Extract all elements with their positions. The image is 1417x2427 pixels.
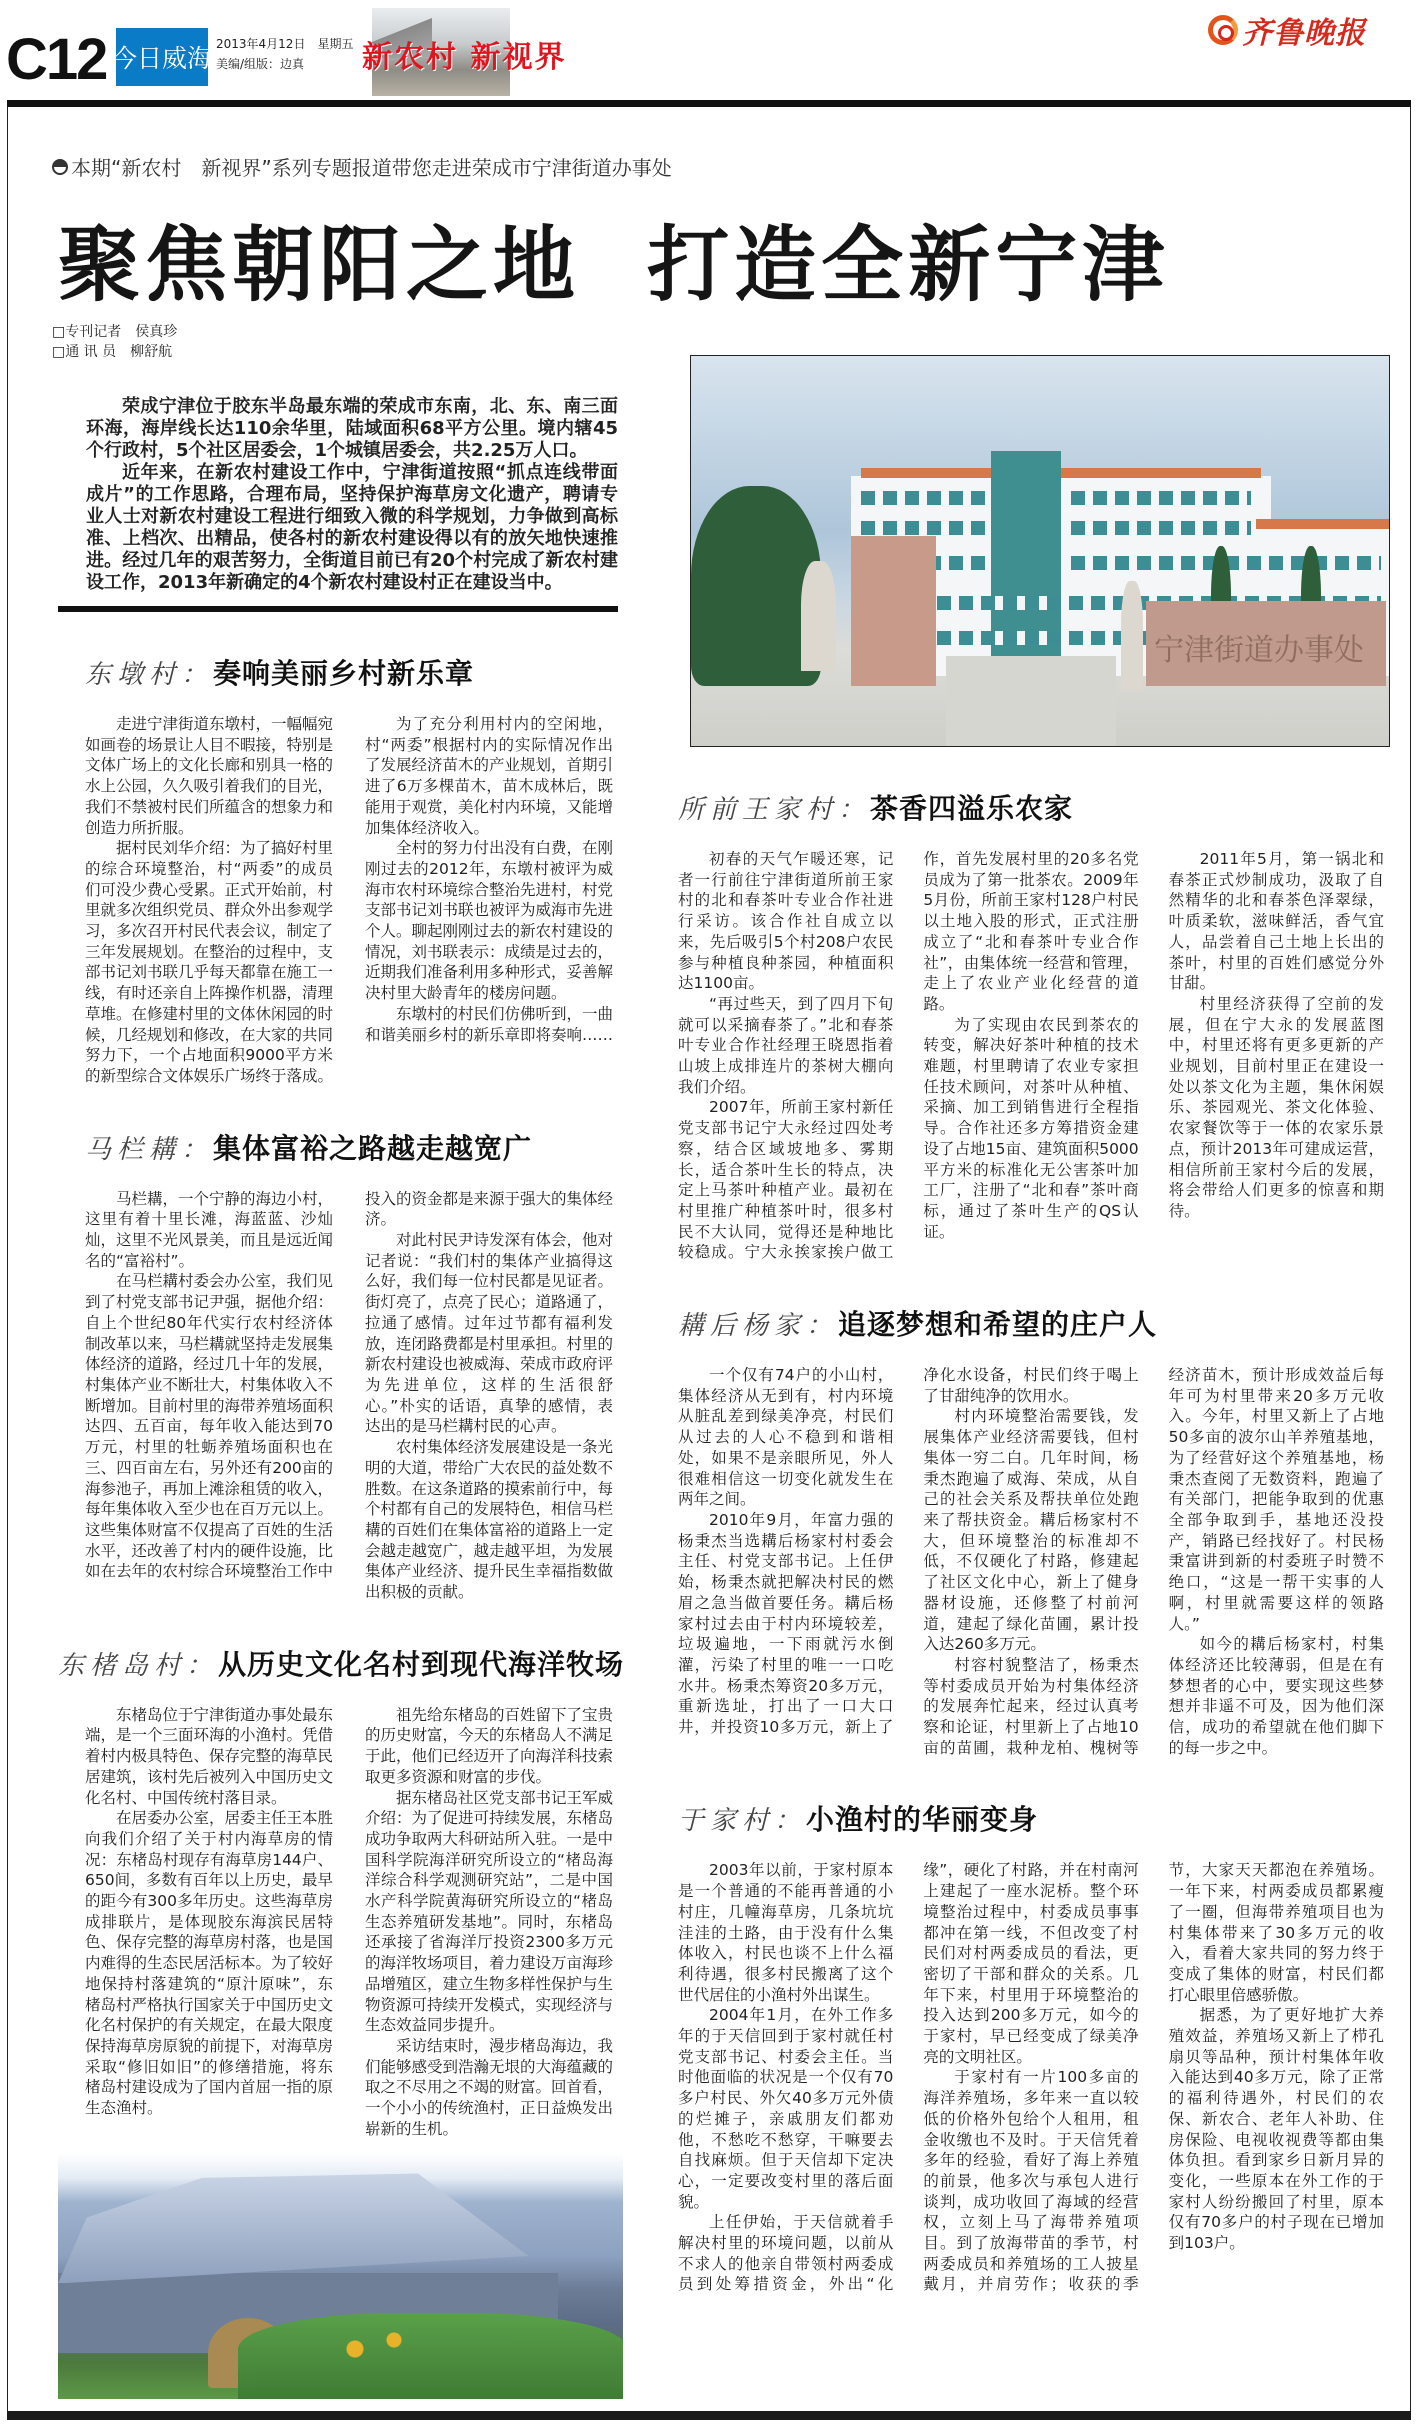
newspaper-logo [1208, 8, 1366, 52]
paragraph: 村内环境整治需要钱，发展集体产业经济需要钱，但村集体一穷二白。几年时间，杨秉杰跑遍了威海、荣成，从自己的社会关系及帮扶单位处跑来了帮扶资金。耩后杨家村不大，但环境整治的标准却不低，不仅硬化了村路，修建起了社区文化中心，新上了健身器材设施，还修整了村前河道，建起了绿化苗圃，累计投入达260多万元。 [923, 1407, 1139, 1654]
paragraph: 上任伊始，于天信就着手解决村里的环境问题，以前从不求人的他亲自带领村两委成员到处筹措资金，外出“化缘”，硬化了村路，并在村南河上建起了一座水泥桥。整个环境整治过程中，村委成员事事都冲在第一线，不但改变了村民们对村两委成员的看法，更密切了干部和群众的关系。几年下来，村里用于环境整治的投入达到200多万元，如今的于家村，早已经变成了绿美净亮的文明社区。 [678, 1861, 1139, 2294]
page-number: C12 [6, 27, 107, 92]
divider [58, 606, 618, 612]
paragraph: 为了充分利用村内的空闲地，村“两委”根据村内的实际情况作出了发展经济苗木的产业规划，首期引进了6万多棵苗木，苗木成林后，既能用于观赏，美化村内环境，又能增加集体经济收入。 [365, 715, 614, 837]
heading-title: 从历史文化名村到现代海洋牧场 [218, 1647, 625, 1681]
paragraph: “再过些天，到了四月下旬就可以采摘春茶了。”北和春茶叶专业合作社经理王晓恩指着山坡上成排连片的茶树大棚向我们介绍。 [678, 994, 894, 1096]
paragraph: 东墩村的村民们仿佛听到，一曲和谐美丽乡村的新乐章即将奏响…… [365, 1004, 614, 1044]
byline [52, 322, 177, 362]
kicker [52, 152, 672, 181]
article-heading-suoqian [678, 787, 1073, 827]
kicker-text: 本期“新农村 新视界”系列专题报道带您走进荣成市宁津街道办事处 [71, 156, 672, 180]
heading-title: 奏响美丽乡村新乐章 [213, 657, 475, 690]
article-heading-gouhou [678, 1303, 1157, 1343]
paragraph: 村容村貌整洁了，杨秉杰等村委成员开始为村集体经济的发展奔忙起来，经过认真考察和论证，村里新上了占地10亩的苗圃，栽种龙柏、槐树等经济苗木，预计形成效益后每年可为村里带来20多万元收入。今年，村里又新上了占地50多亩的波尔山羊养殖基地，为了经营好这个养殖基地，杨秉杰查阅了无数资料，跑遍了有关部门，把能争取到的优惠全部争取到手，基地还没投产，销路已经找好了。村民杨秉富讲到新的村委班子时赞不绝口，“这是一帮干实事的人啊，村里就需要这样的领路人。” [923, 1366, 1384, 1757]
section-label [112, 28, 213, 86]
paragraph: 在马栏耩村委会办公室，我们见到了村党支部书记尹强，据他介绍：自上个世纪80年代实行农村经济体制改革以来，马栏耩就坚持走发展集体经济的道路，经过几十年的发展，村集体产业不断壮大，村集体收入不断增加。目前村里的海带养殖场面积达四、五百亩，每年收入能达到70万元，村里的牡蛎养殖场面积也在三、四百亩左右，另外还有200亩的海参池子，再加上滩涂租赁的收入，每年集体收入至少也在百万元以上。这些集体财富不仅提高了百姓的生活水平，还改善了村内的硬件设施，比如在去年的农村综合环境整治工作中投入的资金都是来源于强大的集体经济。 [85, 1189, 614, 1581]
logo-text: 齐鲁晚报 [1242, 16, 1366, 51]
issue-date: 2013年4月12日 星期五 [216, 37, 354, 51]
article-heading-dongdun [85, 652, 474, 692]
article-body-dongdun [85, 714, 613, 1087]
left-column [58, 396, 625, 2399]
heading-title: 茶香四溢乐农家 [870, 792, 1074, 825]
page-title: 聚焦朝阳之地 打造全新宁津 [58, 218, 1170, 313]
office-sign [1146, 601, 1386, 686]
heading-village: 于家村： [678, 1806, 807, 1837]
paragraph: 一个仅有74户的小山村，集体经济从无到有，村内环境从脏乱差到绿美净亮，村民们从过去的人心不稳到和谐相处，如果不是亲眼所见，外人很难相信这一切变化就发生在两年之间。 [678, 1366, 894, 1509]
article-heading-dongchudao [58, 1643, 624, 1683]
paragraph: 2010年9月，年富力强的杨秉杰当选耩后杨家村村委会主任、村党支部书记。上任伊始，杨秉杰就把解决村民的燃眉之急当做首要任务。耩后杨家村过去由于村内环境较差，垃圾遍地，一下雨就污水倒灌，污染了村里的唯一一口吃水井。杨秉杰筹资20多万元，重新选址，打出了一口大口井，并投资10多万元，新上了净化水设备，村民们终于喝上了甘甜纯净的饮用水。 [678, 1366, 1139, 1737]
right-column [678, 355, 1390, 2295]
paragraph: 据东楮岛社区党支部书记王军威介绍：为了促进可持续发展，东楮岛成功争取两大科研站所入驻。一是中国科学院海洋研究所设立的“楮岛海洋综合科学观测研究站”，二是中国水产科学院黄海研究所设立的“楮岛生态养殖研发基地”。同时，东楮岛还承接了省海洋厅投资2300多万元的海洋牧场项目，着力建设万亩海珍品增殖区，建立生物多样性保护与生物资源可持续开发模式，实现经济与生态效益同步提升。 [365, 1788, 614, 2035]
heading-village: 所前王家村： [678, 795, 871, 825]
article-body-suoqian [678, 849, 1384, 1263]
logo-swirl-icon [1208, 15, 1238, 45]
heading-title: 集体富裕之路越走越宽广 [213, 1131, 533, 1165]
heading-title: 小渔村的华丽变身 [806, 1803, 1039, 1837]
paragraph: 马栏耩，一个宁静的海边小村，这里有着十里长滩，海蓝蓝、沙灿灿，这里不光风景美，而且是远近闻名的“富裕村”。 [85, 1189, 334, 1270]
paragraph: 采访结束时，漫步楮岛海边，我们能够感受到浩瀚无垠的大海蕴藏的取之不尽用之不竭的财富。回首看，一个小小的传统渔村，正日益焕发出崭新的生机。 [365, 2036, 614, 2138]
heading-title: 追逐梦想和希望的庄户人 [838, 1308, 1158, 1342]
half-circle-icon [52, 159, 68, 175]
paragraph: 2003年以前，于家村原本是一个普通的不能再普通的小村庄，几幢海草房，几条坑坑洼洼的土路，由于没有什么集体收入，村民也谈不上什么福利待遇，很多村民搬离了这个世代居住的小渔村外出谋生。 [678, 1861, 894, 2004]
footer-rule [7, 2411, 1411, 2420]
article-body-yujia [678, 1860, 1384, 2295]
paragraph: 于家村有一片100多亩的海洋养殖场，多年来一直以较低的价格外包给个人租用，租金收缴也不及时。于天信凭着多年的经验，看好了海上养殖的前景，他多次与承包人进行谈判，成功收回了海域的经营权，立刻上马了海带养殖项目。到了放海带苗的季节，村两委成员和养殖场的工人披星戴月，并肩劳作；收获的季节，大家天天都泡在养殖场。一年下来，村两委成员都累瘦了一圈，但海带养殖项目也为村集体带来了30多万元的收入，看着大家共同的努力终于变成了集体的财富，村民们都打心眼里倍感骄傲。 [923, 1861, 1384, 2294]
paragraph: 2004年1月，在外工作多年的于天信回到于家村就任村党支部书记、村委会主任。当时他面临的状况是一个仅有70多户村民、外欠40多万元外债的烂摊子，亲戚朋友们都劝他，不愁吃不愁穿，干嘛要去自找麻烦。但于天信却下定决心，一定要改变村里的落后面貌。 [678, 2006, 894, 2211]
byline-correspondent: □通 讯 员 柳舒航 [52, 344, 173, 360]
lead-paragraph: 近年来，在新农村建设工作中，宁津街道按照“抓点连线带面成片”的工作思路，合理布局，坚持保护海草房文化遗产，聘请专业人士对新农村建设工程进行细致入微的科学规划，力争做到高标准、上档次、出精品，使各村的新农村建设得以有的放矢地快速推进。经过几年的艰苦努力，全街道目前已有20个村完成了新农村建设工作，2013年新确定的4个新农村建设村正在建设当中。 [86, 462, 618, 593]
header-rule [7, 100, 1411, 107]
paragraph: 祖先给东楮岛的百姓留下了宝贵的历史财富，今天的东楮岛人不满足于此，他们已经迈开了向海洋科技索取更多资源和财富的步伐。 [365, 1705, 614, 1786]
paragraph: 在居委办公室，居委主任王本胜向我们介绍了关于村内海草房的情况：东楮岛村现存有海草房144户、650间，多数有百年以上历史，最早的距今有300多年历史。这些海草房成排联片，是体现胶东海滨民居特色、保存完整的海草房村落，也是国内难得的生态民居活标本。为了较好地保持村落建筑的“原汁原味”，东楮岛村严格执行国家关于中国历史文化名村保护的有关规定，在最大限度保持海草房原貌的前提下，对海草房采取“修旧如旧”的修缮措施，将东楮岛村建设成为了国内首屈一指的原生态渔村。 [85, 1809, 334, 2118]
heading-village: 东楮岛村： [58, 1650, 219, 1681]
office-building-photo [690, 355, 1390, 747]
issue-editor: 美编/组版：边真 [216, 57, 305, 71]
heading-village: 耩后杨家： [678, 1311, 839, 1342]
paragraph: 2007年，所前王家村新任党支部书记宁大永经过四处考察，结合区域坡地多、雾期长，适合茶叶生长的特点，决定上马茶叶种植产业。最初在村里推广种植茶叶时，很多村民不大认同，觉得还是种地比较稳成。宁大永挨家挨户做工作，首先发展村里的20多名党员成为了第一批茶农。2009年5月份，所前王家村128户村民以土地入股的形式，正式注册成立了“北和春茶叶专业合作社”，由集体统一经营和管理，走上了农业产业化经营的道路。 [678, 850, 1139, 1262]
heading-village: 东墩村： [85, 660, 214, 690]
paragraph: 据村民刘华介绍：为了搞好村里的综合环境整治，村“两委”的成员们可没少费心受累。正式开始前，村里就多次组织党员、群众外出参观学习，多次召开村民代表会议，制定了三年发展规划。在整治的过程中，支部书记刘书联几乎每天都靠在施工一线，有时还亲自上阵操作机器，清理草堆。在修建村里的文体休闲园的时候，几经规划和修改，在大家的共同努力下，一个占地面积9000平方米的新型综合文体娱乐广场终于落成。 [85, 839, 334, 1085]
section-name: 今日威海 [112, 44, 213, 73]
banner-title: 新农村 新视界 [362, 40, 567, 75]
office-sign-text: 宁津街道办事处 [1154, 633, 1364, 668]
paragraph: 对此村民尹诗发深有体会，他对记者说：“我们村的集体产业搞得这么好，我们每一位村民都是见证者。街灯亮了，点亮了民心；道路通了，拉通了感情。过年过节都有福利发放，连闭路费都是村里承担。村里的新农村建设也被威海、荣成市政府评为先进单位，这样的生活很舒心。”朴实的话语，真挚的感情，表达出的是马栏耩村民的心声。 [365, 1231, 614, 1436]
paragraph: 如今的耩后杨家村，村集体经济还比较薄弱，但是在有梦想者的心中，要实现这些梦想并非遥不可及，因为他们深信，成功的希望就在他们脚下的每一步之中。 [1168, 1635, 1384, 1757]
paragraph: 村里经济获得了空前的发展，但在宁大永的发展蓝图中，村里还将有更多更新的产业规划，目前村里正在建设一处以茶文化为主题，集休闲娱乐、茶园观光、茶文化体验、农家餐饮等于一体的农家乐景点，预计2013年可建成运营，相信所前王家村今后的发展，将会带给人们更多的惊喜和期待。 [1168, 994, 1384, 1220]
paragraph: 农村集体经济发展建设是一条光明的大道，带给广大农民的益处数不胜数。在这条道路的摸索前行中，每个村都有自己的发展特色，相信马栏耩的百姓们在集体富裕的道路上一定会越走越宽广，越走越平坦，为发展集体产业经济、提升民生幸福指数做出积极的贡献。 [365, 1438, 614, 1602]
article-heading-yujia [678, 1798, 1038, 1838]
byline-reporter: □专刊记者 侯真珍 [52, 324, 178, 340]
paragraph: 初春的天气乍暖还寒，记者一行前往宁津街道所前王家村的北和春茶叶专业合作社进行采访。该合作社自成立以来，先后吸引5个村208户农民参与种植良种茶园，种植面积达1100亩。 [678, 850, 894, 993]
seaweed-house-photo [58, 2153, 623, 2399]
article-heading-malangou [85, 1127, 532, 1167]
issue-info [216, 34, 353, 74]
heading-village: 马栏耩： [85, 1134, 214, 1165]
paragraph: 走进宁津街道东墩村，一幅幅宛如画卷的场景让人目不暇接，特别是文体广场上的文化长廊和别具一格的水上公园，久久吸引着我们的目光，我们不禁被村民们所蕴含的想象力和创造力所折服。 [85, 715, 334, 837]
article-body-dongchudao [85, 1705, 613, 2140]
lead-paragraphs [86, 396, 618, 594]
lead-paragraph: 荣成宁津位于胶东半岛最东端的荣成市东南，北、东、南三面环海，海岸线长达110余华里，陆域面积68平方公里。境内辖45个行政村，5个社区居委会，1个城镇居委会，共2.25万人口。 [86, 396, 618, 461]
paragraph: 据悉，为了更好地扩大养殖效益，养殖场又新上了栉孔扇贝等品种，预计村集体年收入能达到40多万元，除了正常的福利待遇外，村民们的农保、新农合、老年人补助、住房保险、电视收视费等都由集体负担。看到家乡日新月异的变化，一些原本在外工作的于家村人纷纷搬回了村里，原本仅有70多户的村子现在已增加到103户。 [1168, 2006, 1384, 2253]
article-body-gouhou [678, 1365, 1384, 1758]
paragraph: 全村的努力付出没有白费，在刚刚过去的2012年，东墩村被评为威海市农村环境综合整治先进村，村党支部书记刘书联也被评为威海市先进个人。聊起刚刚过去的新农村建设的情况，刘书联表示：成绩是过去的，近期我们准备利用多种形式，妥善解决村里大龄青年的楼房问题。 [365, 839, 614, 1003]
paragraph: 东楮岛位于宁津街道办事处最东端，是一个三面环海的小渔村。凭借着村内极具特色、保存完整的海草民居建筑，该村先后被列入中国历史文化名村、中国传统村落目录。 [85, 1705, 334, 1807]
paragraph: 2011年5月，第一锅北和春茶正式炒制成功，汲取了自然精华的北和春茶色泽翠绿，叶质柔软，滋味鲜活，香气宜人，品尝着自己土地上长出的茶叶，村里的百姓们感觉分外甘甜。 [1168, 850, 1384, 993]
article-body-malangou [85, 1189, 613, 1603]
paragraph: 为了实现由农民到茶农的转变，解决好茶叶种植的技术难题，村里聘请了农业专家担任技术顾问，对茶叶从种植、采摘、加工到销售进行全程指导。合作社还多方筹措资金建设了占地15亩、建筑面积5000平方米的标准化无公害茶叶加工厂，注册了“北和春”茶叶商标，通过了茶叶生产的QS认证。 [923, 1015, 1139, 1241]
